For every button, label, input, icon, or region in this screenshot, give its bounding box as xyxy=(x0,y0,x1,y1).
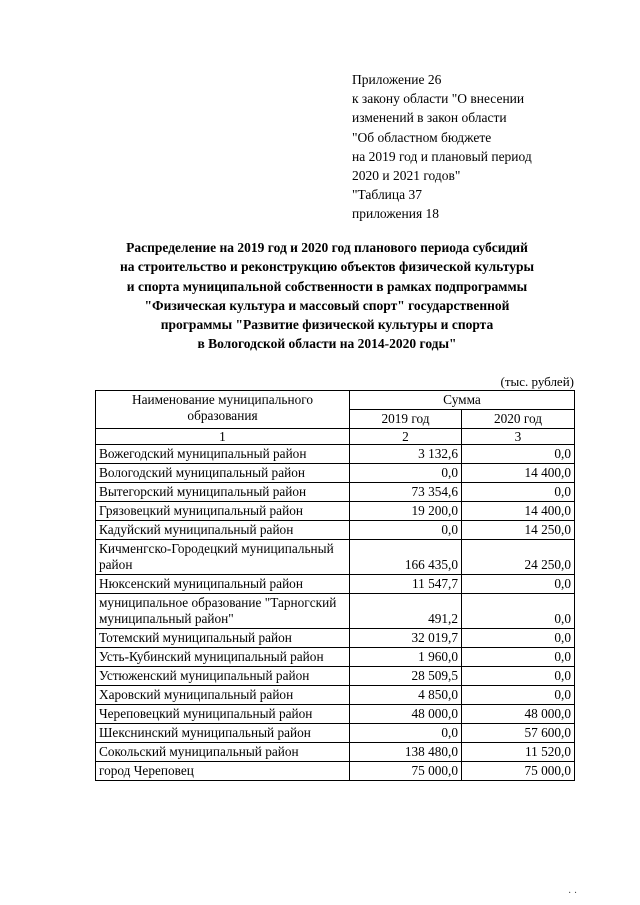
appendix-line: на 2019 год и плановый период xyxy=(352,148,532,164)
table-row xyxy=(96,762,575,781)
amount-2019-cell: 491,2 xyxy=(350,594,462,629)
column-number-3: 3 xyxy=(462,429,575,445)
municipality-name-cell: Сокольский муниципальный район xyxy=(96,743,350,762)
document-title xyxy=(96,238,558,354)
municipality-name-cell: Харовский муниципальный район xyxy=(96,686,350,705)
table-row xyxy=(96,705,575,724)
title-line: программы "Развитие физической культуры и спорта xyxy=(160,317,494,333)
table-row xyxy=(96,575,575,594)
header-year-2019: 2019 год xyxy=(350,410,462,429)
amount-2019-cell: 3 132,6 xyxy=(350,445,462,464)
header-name-cell xyxy=(96,391,350,429)
title-line: "Физическая культура и массовый спорт" государственной xyxy=(144,297,510,313)
column-number-1: 1 xyxy=(96,429,350,445)
amount-2020-cell: 48 000,0 xyxy=(462,705,575,724)
scan-mark: · · xyxy=(568,888,578,899)
column-number-row xyxy=(96,429,575,445)
header-sum-cell: Сумма xyxy=(350,391,575,410)
municipality-name-cell: Устюженский муниципальный район xyxy=(96,667,350,686)
appendix-line: приложения 18 xyxy=(352,206,440,222)
amount-2019-cell: 0,0 xyxy=(350,521,462,540)
municipality-name-cell: Грязовецкий муниципальный район xyxy=(96,502,350,521)
amount-2019-cell: 11 547,7 xyxy=(350,575,462,594)
municipality-name-cell: Кичменгско-Городецкий муниципальный район xyxy=(96,540,350,575)
table-row xyxy=(96,521,575,540)
table-row xyxy=(96,686,575,705)
units-label: (тыс. рублей) xyxy=(500,374,574,389)
header-name-line1: Наименование муниципального xyxy=(131,392,314,407)
amount-2020-cell: 57 600,0 xyxy=(462,724,575,743)
amount-2019-cell: 0,0 xyxy=(350,724,462,743)
amount-2020-cell: 0,0 xyxy=(462,686,575,705)
appendix-line: к закону области "О внесении xyxy=(352,91,525,107)
amount-2019-cell: 28 509,5 xyxy=(350,667,462,686)
amount-2020-cell: 14 400,0 xyxy=(462,464,575,483)
municipality-name-cell: Череповецкий муниципальный район xyxy=(96,705,350,724)
table-row xyxy=(96,667,575,686)
municipality-name-cell: Вологодский муниципальный район xyxy=(96,464,350,483)
amount-2020-cell: 0,0 xyxy=(462,629,575,648)
header-year-2020: 2020 год xyxy=(462,410,575,429)
table-row xyxy=(96,464,575,483)
appendix-reference xyxy=(352,70,532,224)
header-name-line2: образования xyxy=(187,408,258,423)
amount-2019-cell: 0,0 xyxy=(350,464,462,483)
amount-2019-cell: 4 850,0 xyxy=(350,686,462,705)
municipality-name-cell: город Череповец xyxy=(96,762,350,781)
table-row xyxy=(96,445,575,464)
amount-2019-cell: 138 480,0 xyxy=(350,743,462,762)
appendix-line: "Об областном бюджете xyxy=(352,129,492,145)
appendix-line: 2020 и 2021 годов" xyxy=(352,168,461,184)
municipality-name-cell: Вожегодский муниципальный район xyxy=(96,445,350,464)
title-line: и спорта муниципальной собственности в рамках подпрограммы xyxy=(126,278,528,294)
table-row xyxy=(96,594,575,629)
table-row xyxy=(96,483,575,502)
municipality-name-cell: Шекснинский муниципальный район xyxy=(96,724,350,743)
municipality-name-cell: Усть-Кубинский муниципальный район xyxy=(96,648,350,667)
municipality-name-cell: Нюксенский муниципальный район xyxy=(96,575,350,594)
municipality-name-cell: Кадуйский муниципальный район xyxy=(96,521,350,540)
municipality-name-cell: Вытегорский муниципальный район xyxy=(96,483,350,502)
table-row xyxy=(96,724,575,743)
amount-2020-cell: 0,0 xyxy=(462,483,575,502)
title-line: Распределение на 2019 год и 2020 год планового периода субсидий xyxy=(126,240,528,255)
amount-2020-cell: 14 250,0 xyxy=(462,521,575,540)
table-row xyxy=(96,629,575,648)
amount-2020-cell: 24 250,0 xyxy=(462,540,575,575)
amount-2020-cell: 0,0 xyxy=(462,594,575,629)
column-number-2: 2 xyxy=(350,429,462,445)
amount-2020-cell: 0,0 xyxy=(462,445,575,464)
header-row xyxy=(96,391,575,410)
appendix-line: "Таблица 37 xyxy=(352,187,422,203)
table-row xyxy=(96,540,575,575)
amount-2019-cell: 1 960,0 xyxy=(350,648,462,667)
amount-2020-cell: 0,0 xyxy=(462,648,575,667)
amount-2019-cell: 75 000,0 xyxy=(350,762,462,781)
municipality-name-cell: муниципальное образование "Тарногский муниципальный район" xyxy=(96,594,350,629)
appendix-line: Приложение 26 xyxy=(352,72,442,87)
amount-2019-cell: 166 435,0 xyxy=(350,540,462,575)
table-row xyxy=(96,648,575,667)
amount-2019-cell: 19 200,0 xyxy=(350,502,462,521)
title-line: в Вологодской области на 2014-2020 годы" xyxy=(197,336,457,352)
table-row xyxy=(96,743,575,762)
amount-2020-cell: 14 400,0 xyxy=(462,502,575,521)
amount-2020-cell: 11 520,0 xyxy=(462,743,575,762)
amount-2019-cell: 73 354,6 xyxy=(350,483,462,502)
appendix-line: изменений в закон области xyxy=(352,110,507,126)
table-row xyxy=(96,502,575,521)
amount-2020-cell: 75 000,0 xyxy=(462,762,575,781)
amount-2020-cell: 0,0 xyxy=(462,575,575,594)
subsidy-table xyxy=(95,390,575,781)
amount-2020-cell: 0,0 xyxy=(462,667,575,686)
municipality-name-cell: Тотемский муниципальный район xyxy=(96,629,350,648)
amount-2019-cell: 48 000,0 xyxy=(350,705,462,724)
title-line: на строительство и реконструкцию объектов физической культуры xyxy=(119,259,535,275)
amount-2019-cell: 32 019,7 xyxy=(350,629,462,648)
